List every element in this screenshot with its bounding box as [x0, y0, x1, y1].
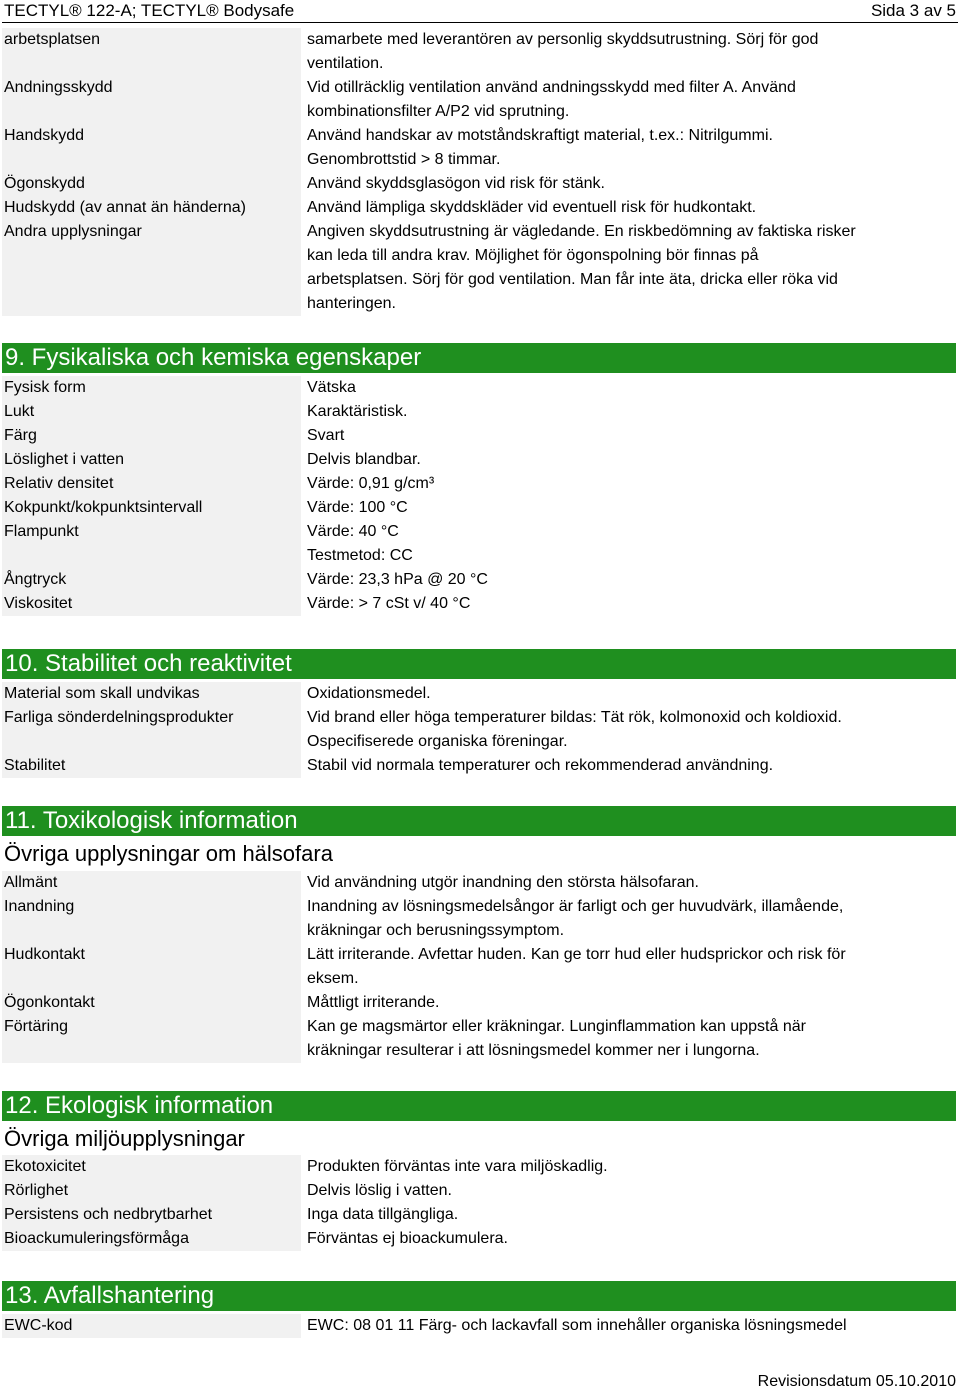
table-row	[2, 172, 956, 196]
value-line: Delvis blandbar.	[307, 451, 421, 468]
table-row	[2, 220, 956, 316]
table-row	[2, 376, 956, 400]
table-row	[2, 1203, 956, 1227]
section-9-heading: 9. Fysikaliska och kemiska egenskaper	[2, 343, 956, 373]
table-row	[2, 568, 956, 592]
table-row	[2, 754, 956, 778]
value-line: Vid brand eller höga temperaturer bildas: Tät rök, kolmonoxid och koldioxid.	[307, 709, 842, 726]
row-value	[304, 871, 956, 895]
row-label: Viskositet	[2, 592, 301, 616]
row-label: Fysisk form	[2, 376, 301, 400]
row-label: EWC-kod	[2, 1314, 301, 1338]
table-row	[2, 1015, 956, 1063]
table-row	[2, 448, 956, 472]
section-11-subheading: Övriga upplysningar om hälsofara	[4, 841, 333, 866]
row-value	[304, 520, 956, 568]
row-value	[304, 895, 956, 943]
table-row	[2, 1314, 956, 1338]
row-value	[304, 448, 956, 472]
row-value	[304, 472, 956, 496]
row-label: Stabilitet	[2, 754, 301, 778]
value-line: hanteringen.	[307, 295, 396, 312]
value-line: Produkten förväntas inte vara miljöskadlig.	[307, 1158, 608, 1175]
row-label: Ekotoxicitet	[2, 1155, 301, 1179]
row-label: Relativ densitet	[2, 472, 301, 496]
row-value	[304, 1314, 956, 1338]
row-value	[304, 991, 956, 1015]
row-label: Andra upplysningar	[2, 220, 301, 316]
row-label: Ögonkontakt	[2, 991, 301, 1015]
value-line: kan leda till andra krav. Möjlighet för ögonspolning bör finnas på	[307, 247, 759, 264]
row-label: Material som skall undvikas	[2, 682, 301, 706]
value-line: Använd skyddsglasögon vid risk för stänk.	[307, 175, 605, 192]
value-line: Karaktäristisk.	[307, 403, 408, 420]
revision-date: Revisionsdatum 05.10.2010	[757, 1373, 956, 1390]
row-label: Bioackumuleringsförmåga	[2, 1227, 301, 1251]
row-label: arbetsplatsen	[2, 28, 301, 76]
table-row	[2, 682, 956, 706]
table-row	[2, 895, 956, 943]
table-row	[2, 400, 956, 424]
value-line: Förväntas ej bioackumulera.	[307, 1230, 508, 1247]
row-label: Ögonskydd	[2, 172, 301, 196]
value-line: arbetsplatsen. Sörj för god ventilation. Man får inte äta, dricka eller röka vid	[307, 271, 838, 288]
value-line: Vid användning utgör inandning den största hälsofaran.	[307, 874, 699, 891]
row-value	[304, 220, 956, 316]
value-line: Lätt irriterande. Avfettar huden. Kan ge torr hud eller hudsprickor och risk för	[307, 946, 846, 963]
row-value	[304, 592, 956, 616]
value-line: Värde: 40 °C	[307, 523, 399, 540]
section-8-table	[2, 28, 956, 316]
value-line: Genombrottstid > 8 timmar.	[307, 151, 501, 168]
row-value	[304, 754, 956, 778]
value-line: Stabil vid normala temperaturer och rekommenderad användning.	[307, 757, 774, 774]
table-row	[2, 196, 956, 220]
value-line: Inandning av lösningsmedelsångor är farligt och ger huvudvärk, illamående,	[307, 898, 844, 915]
row-value	[304, 124, 956, 172]
section-11-table	[2, 871, 956, 1063]
row-value	[304, 496, 956, 520]
row-value	[304, 1155, 956, 1179]
value-line: Använd handskar av motståndskraftigt material, t.ex.: Nitrilgummi.	[307, 127, 773, 144]
value-line: kräkningar resulterar i att lösningsmedel kommer ner i lungorna.	[307, 1042, 760, 1059]
value-line: Använd lämpliga skyddskläder vid eventuell risk för hudkontakt.	[307, 199, 757, 216]
value-line: Kan ge magsmärtor eller kräkningar. Lunginflammation kan uppstå när	[307, 1018, 806, 1035]
row-value	[304, 172, 956, 196]
value-line: Ospecifiserede organiska föreningar.	[307, 733, 568, 750]
row-label: Löslighet i vatten	[2, 448, 301, 472]
section-13-heading: 13. Avfallshantering	[2, 1281, 956, 1311]
value-line: Värde: 23,3 hPa @ 20 °C	[307, 571, 488, 588]
value-line: Delvis löslig i vatten.	[307, 1182, 452, 1199]
table-row	[2, 991, 956, 1015]
value-line: ventilation.	[307, 55, 384, 72]
value-line: Vid otillräcklig ventilation använd andningsskydd med filter A. Använd	[307, 79, 796, 96]
value-line: Oxidationsmedel.	[307, 685, 431, 702]
row-label: Andningsskydd	[2, 76, 301, 124]
value-line: Måttligt irriterande.	[307, 994, 440, 1011]
row-value	[304, 28, 956, 76]
value-line: Svart	[307, 427, 345, 444]
row-label: Hudkontakt	[2, 943, 301, 991]
row-value	[304, 706, 956, 754]
row-label: Farliga sönderdelningsprodukter	[2, 706, 301, 754]
table-row	[2, 472, 956, 496]
document-title: TECTYL® 122-A; TECTYL® Bodysafe	[4, 1, 295, 20]
table-row	[2, 943, 956, 991]
row-value	[304, 943, 956, 991]
table-row	[2, 424, 956, 448]
table-row	[2, 1227, 956, 1251]
table-row	[2, 520, 956, 568]
page-header	[2, 0, 958, 23]
row-label: Rörlighet	[2, 1179, 301, 1203]
row-value	[304, 1203, 956, 1227]
table-row	[2, 28, 956, 76]
value-line: Angiven skyddsutrustning är vägledande. En riskbedömning av faktiska risker	[307, 223, 856, 240]
value-line: Testmetod: CC	[307, 547, 413, 564]
row-label: Allmänt	[2, 871, 301, 895]
row-value	[304, 682, 956, 706]
value-line: Vätska	[307, 379, 356, 396]
value-line: Värde: 0,91 g/cm³	[307, 475, 435, 492]
row-label: Persistens och nedbrytbarhet	[2, 1203, 301, 1227]
row-label: Kokpunkt/kokpunktsintervall	[2, 496, 301, 520]
row-label: Hudskydd (av annat än händerna)	[2, 196, 301, 220]
section-11-heading: 11. Toxikologisk information	[2, 806, 956, 836]
row-value	[304, 1179, 956, 1203]
row-value	[304, 400, 956, 424]
row-label: Färg	[2, 424, 301, 448]
row-label: Förtäring	[2, 1015, 301, 1063]
table-row	[2, 592, 956, 616]
section-12-heading: 12. Ekologisk information	[2, 1091, 956, 1121]
value-line: EWC: 08 01 11 Färg- och lackavfall som innehåller organiska lösningsmedel	[307, 1317, 847, 1334]
row-label: Handskydd	[2, 124, 301, 172]
row-value	[304, 568, 956, 592]
row-label: Inandning	[2, 895, 301, 943]
value-line: samarbete med leverantören av personlig skyddsutrustning. Sörj för god	[307, 31, 819, 48]
row-label: Flampunkt	[2, 520, 301, 568]
page-number: Sida 3 av 5	[870, 1, 956, 20]
value-line: eksem.	[307, 970, 359, 987]
row-value	[304, 1227, 956, 1251]
table-row	[2, 706, 956, 754]
value-line: Värde: > 7 cSt v/ 40 °C	[307, 595, 471, 612]
value-line: kräkningar och berusningssymptom.	[307, 922, 565, 939]
table-row	[2, 496, 956, 520]
table-row	[2, 1179, 956, 1203]
row-value	[304, 76, 956, 124]
section-10-heading: 10. Stabilitet och reaktivitet	[2, 649, 956, 679]
row-value	[304, 376, 956, 400]
section-12-table	[2, 1155, 956, 1251]
section-12-subheading: Övriga miljöupplysningar	[4, 1126, 245, 1151]
table-row	[2, 871, 956, 895]
row-value	[304, 196, 956, 220]
section-10-table	[2, 682, 956, 778]
section-9-table	[2, 376, 956, 616]
table-row	[2, 1155, 956, 1179]
table-row	[2, 124, 956, 172]
value-line: Värde: 100 °C	[307, 499, 408, 516]
row-label: Lukt	[2, 400, 301, 424]
section-13-table	[2, 1314, 956, 1338]
row-value	[304, 1015, 956, 1063]
row-value	[304, 424, 956, 448]
value-line: kombinationsfilter A/P2 vid sprutning.	[307, 103, 570, 120]
table-row	[2, 76, 956, 124]
value-line: Inga data tillgängliga.	[307, 1206, 459, 1223]
row-label: Ångtryck	[2, 568, 301, 592]
